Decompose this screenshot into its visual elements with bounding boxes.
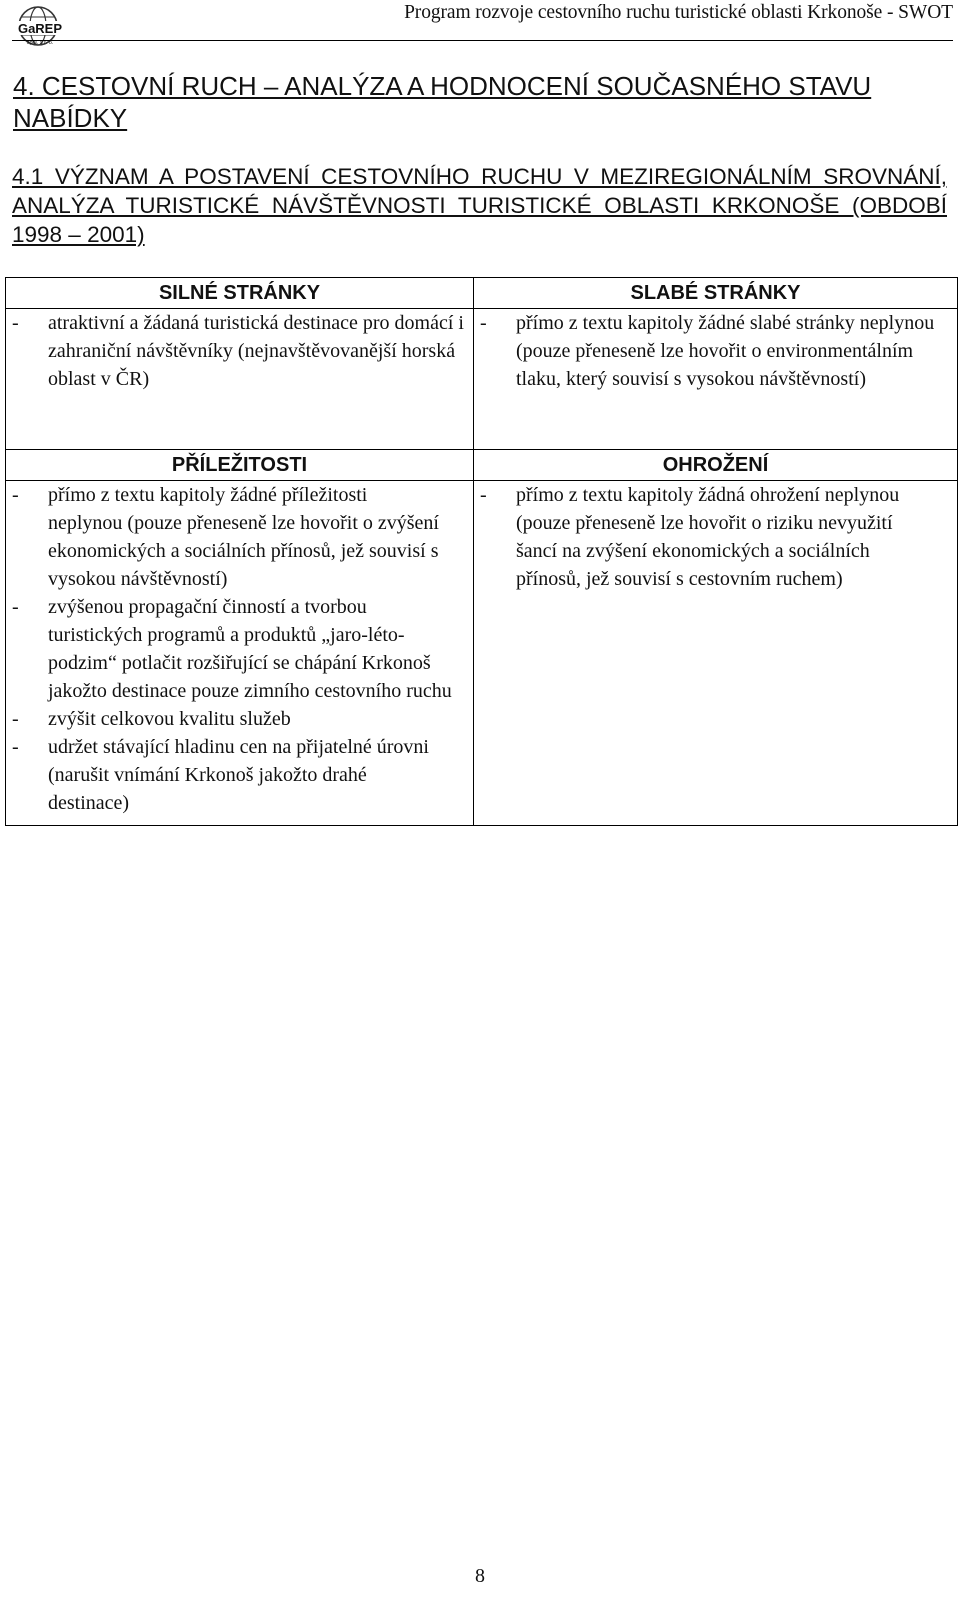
- weaknesses-list: [478, 309, 953, 393]
- swot-row-content-1: [6, 309, 958, 450]
- garep-logo: [8, 4, 72, 50]
- threats-list: [478, 481, 953, 593]
- threats-cell: [474, 481, 958, 826]
- strengths-cell: [6, 309, 474, 450]
- swot-row-headings-1: [6, 278, 958, 309]
- list-item: - udržet stávající hladinu cen na přijatelné úrovni (narušit vnímání Krkonoš jakožto drahé destinace): [10, 733, 469, 817]
- header-rule: [12, 40, 953, 41]
- list-item: - přímo z textu kapitoly žádná ohrožení neplynou (pouze přeneseně lze hovořit o riziku nevyužití šancí na zvýšení ekonomických a sociálních přínosů, jež souvisí s cestovním ruchem): [478, 481, 953, 593]
- strengths-heading: SILNÉ STRÁNKY: [6, 278, 474, 309]
- opportunities-heading: PŘÍLEŽITOSTI: [6, 450, 474, 481]
- chapter-title: 4. CESTOVNÍ RUCH – ANALÝZA A HODNOCENÍ SOUČASNÉHO STAVU NABÍDKY: [13, 71, 872, 133]
- swot-row-content-2: [6, 481, 958, 826]
- list-item: - zvýšit celkovou kvalitu služeb: [10, 705, 469, 733]
- threats-heading: OHROŽENÍ: [474, 450, 958, 481]
- list-item: - přímo z textu kapitoly žádné příležitosti neplynou (pouze přeneseně lze hovořit o zvýšení ekonomických a sociálních přínosů, jež souvisí s vysokou návštěvností): [10, 481, 469, 593]
- opportunities-cell: [6, 481, 474, 826]
- weaknesses-cell: [474, 309, 958, 450]
- page-number: 8: [475, 1565, 485, 1587]
- section-title: 4.1 VÝZNAM A POSTAVENÍ CESTOVNÍHO RUCHU V MEZIREGIONÁLNÍM SROVNÁNÍ, ANALÝZA TURISTICKÉ NÁVŠTĚVNOSTI TURISTICKÉ OBLASTI KRKONOŠE (OBDOBÍ 1998 – 2001): [12, 164, 947, 247]
- list-item: - atraktivní a žádaná turistická destinace pro domácí i zahraniční návštěvníky (nejnavštěvovanější horská oblast v ČR): [10, 309, 469, 393]
- list-item: - přímo z textu kapitoly žádné slabé stránky neplynou (pouze přeneseně lze hovořit o environmentálním tlaku, který souvisí s vysokou návštěvností): [478, 309, 953, 393]
- strengths-list: [10, 309, 469, 393]
- swot-table: [5, 277, 958, 826]
- swot-row-headings-2: [6, 450, 958, 481]
- opportunities-list: [10, 481, 469, 817]
- weaknesses-heading: SLABÉ STRÁNKY: [474, 278, 958, 309]
- logo-wordmark: GaREP: [17, 21, 63, 36]
- running-header: Program rozvoje cestovního ruchu turistické oblasti Krkonoše - SWOT: [404, 2, 953, 23]
- list-item: - zvýšenou propagační činností a tvorbou turistických programů a produktů „jaro-léto-podzim“ potlačit rozšiřující se chápání Krkonoš jakožto destinace pouze zimního cestovního ruchu: [10, 593, 469, 705]
- logo-subtext: spol. s r. o.: [26, 40, 54, 46]
